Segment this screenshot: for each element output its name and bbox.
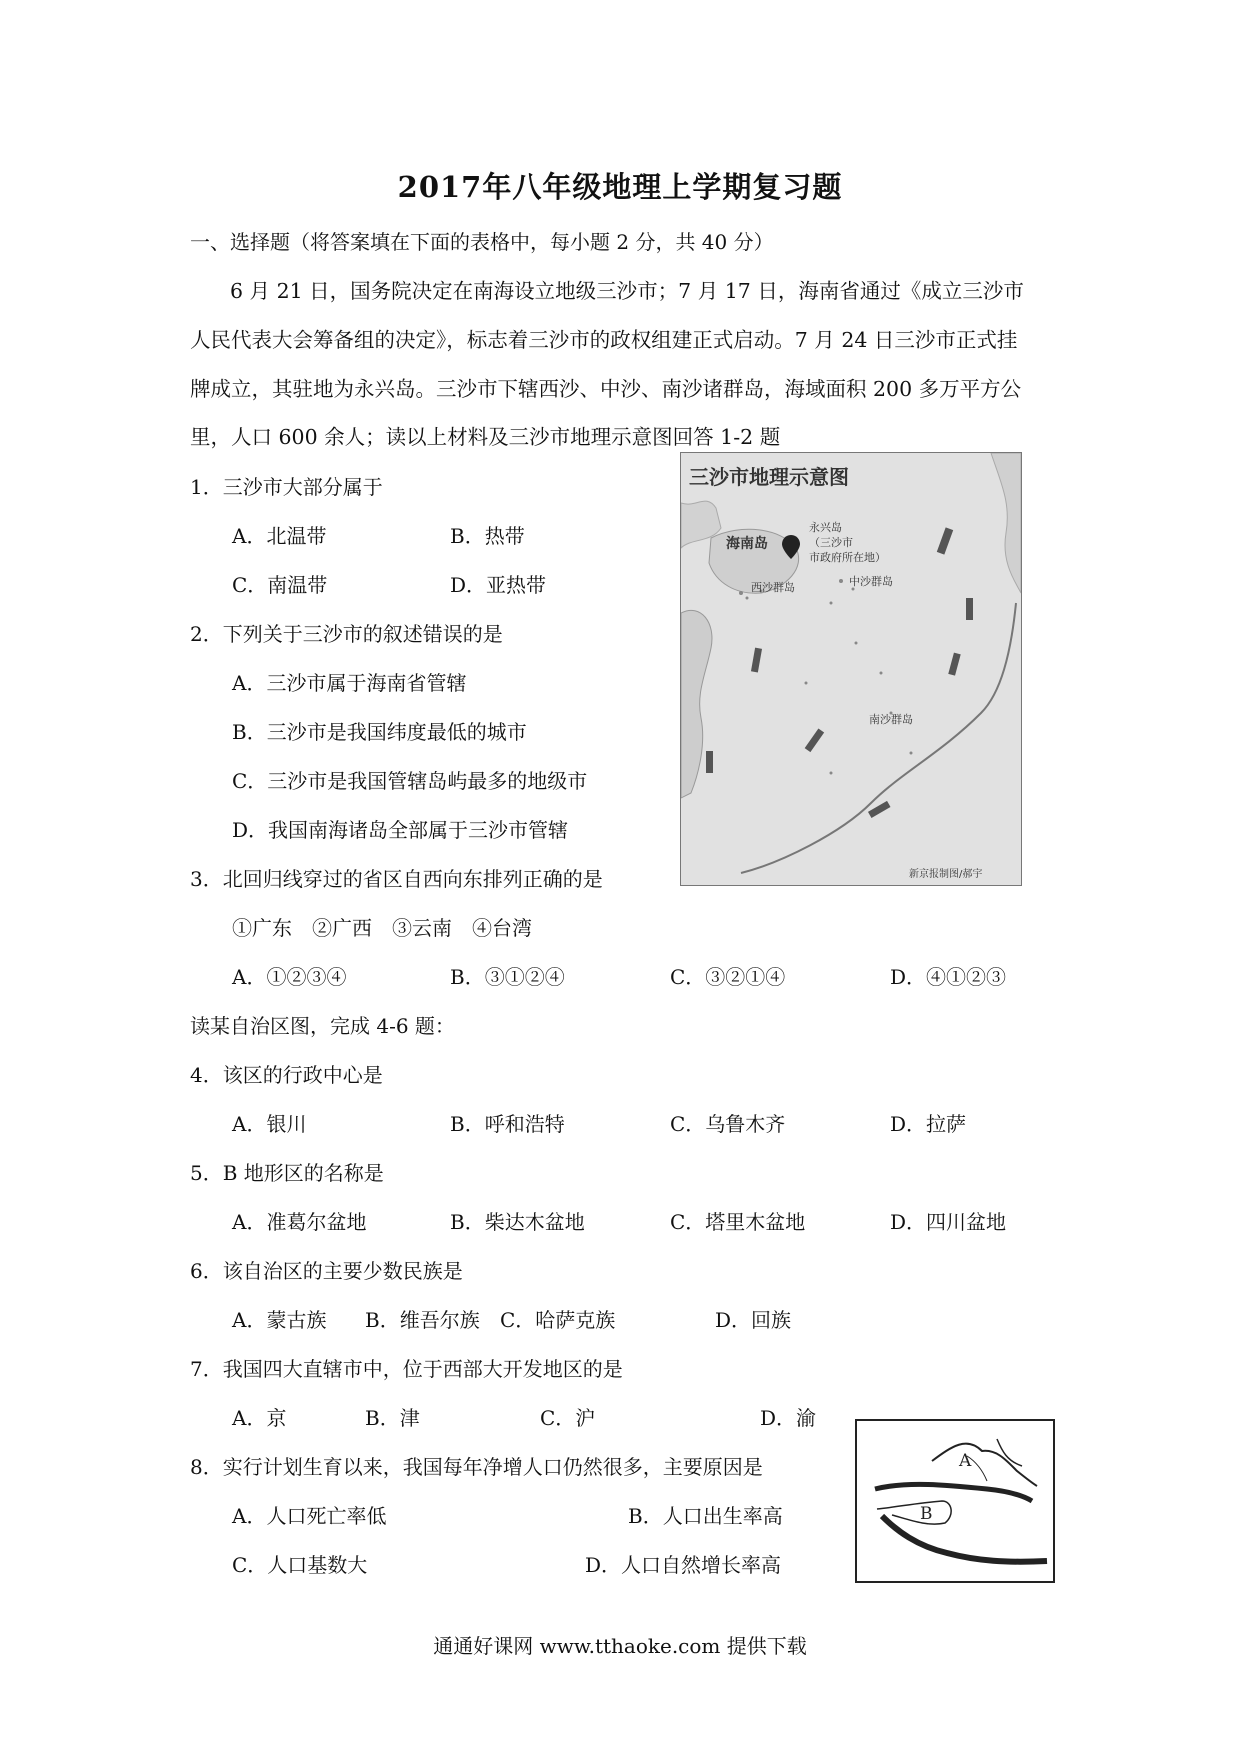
sansha-map-graphic [681, 453, 1021, 885]
map-label-xisha: 西沙群岛 [751, 581, 795, 594]
q1-option-d: D．亚热带 [450, 573, 547, 597]
q6-option-c: C．哈萨克族 [500, 1308, 616, 1332]
q6-option-a: A．蒙古族 [232, 1308, 327, 1332]
q7-option-b: B．津 [365, 1406, 420, 1430]
map-label-nansha: 南沙群岛 [869, 713, 913, 726]
q1-stem: 1．三沙市大部分属于 [190, 475, 383, 499]
map-label-yongxing-2: （三沙市 [809, 536, 853, 549]
page-footer: 通通好课网 www.tthaoke.com 提供下载 [433, 1634, 807, 1658]
q4-option-d: D．拉萨 [890, 1112, 967, 1136]
passage-line-1: 6 月 21 日，国务院决定在南海设立地级三沙市；7 月 17 日，海南省通过《成立三沙市 [230, 279, 1024, 303]
q6-stem: 6．该自治区的主要少数民族是 [190, 1259, 463, 1283]
q6-option-b: B．维吾尔族 [365, 1308, 480, 1332]
q2-option-a: A．三沙市属于海南省管辖 [232, 671, 467, 695]
sansha-map [680, 452, 1022, 886]
q4-6-intro: 读某自治区图，完成 4-6 题： [190, 1014, 455, 1038]
q8-option-a: A．人口死亡率低 [232, 1504, 387, 1528]
section-heading: 一、选择题（将答案填在下面的表格中，每小题 2 分，共 40 分） [190, 230, 774, 254]
q4-stem: 4．该区的行政中心是 [190, 1063, 383, 1087]
page-title: 2017年八年级地理上学期复习题 [397, 170, 843, 204]
region-map-graphic [857, 1421, 1053, 1581]
q8-option-d: D．人口自然增长率高 [585, 1553, 782, 1577]
q1-option-b: B．热带 [450, 524, 525, 548]
map-credit: 新京报制图/郝宇 [909, 869, 983, 880]
q3-option-a: A．①②③④ [232, 965, 347, 989]
q7-stem: 7．我国四大直辖市中，位于西部大开发地区的是 [190, 1357, 623, 1381]
q5-option-c: C．塔里木盆地 [670, 1210, 806, 1234]
q4-option-c: C．乌鲁木齐 [670, 1112, 786, 1136]
q2-option-c: C．三沙市是我国管辖岛屿最多的地级市 [232, 769, 588, 793]
q2-stem: 2．下列关于三沙市的叙述错误的是 [190, 622, 503, 646]
region-map [855, 1419, 1055, 1583]
q3-stem: 3．北回归线穿过的省区自西向东排列正确的是 [190, 867, 603, 891]
map-label-zhongsha: 中沙群岛 [849, 575, 893, 588]
q5-option-d: D．四川盆地 [890, 1210, 1007, 1234]
q2-option-d: D．我国南海诸岛全部属于三沙市管辖 [232, 818, 569, 842]
map-label-a: A [959, 1451, 972, 1471]
map-title: 三沙市地理示意图 [689, 465, 849, 489]
q7-option-a: A．京 [232, 1406, 287, 1430]
q4-option-a: A．银川 [232, 1112, 307, 1136]
q2-option-b: B．三沙市是我国纬度最低的城市 [232, 720, 527, 744]
q7-option-d: D．渝 [760, 1406, 817, 1430]
q8-option-c: C．人口基数大 [232, 1553, 368, 1577]
q7-option-c: C．沪 [540, 1406, 596, 1430]
q5-stem: 5．B 地形区的名称是 [190, 1161, 384, 1185]
q8-option-b: B．人口出生率高 [628, 1504, 783, 1528]
map-label-yongxing: 永兴岛 [809, 521, 842, 534]
q1-option-c: C．南温带 [232, 573, 328, 597]
q3-option-d: D．④①②③ [890, 965, 1007, 989]
q8-stem: 8．实行计划生育以来，我国每年净增人口仍然很多，主要原因是 [190, 1455, 763, 1479]
passage-line-4: 里，人口 600 余人；读以上材料及三沙市地理示意图回答 1-2 题 [190, 425, 781, 449]
passage-line-3: 牌成立，其驻地为永兴岛。三沙市下辖西沙、中沙、南沙诸群岛，海域面积 200 多万平方公 [190, 377, 1022, 401]
map-label-hainan: 海南岛 [726, 536, 768, 552]
q3-items: ①广东 ②广西 ③云南 ④台湾 [232, 916, 532, 940]
q6-option-d: D．回族 [715, 1308, 792, 1332]
map-label-yongxing-3: 市政府所在地） [809, 551, 886, 564]
q4-option-b: B．呼和浩特 [450, 1112, 565, 1136]
q5-option-a: A．准葛尔盆地 [232, 1210, 367, 1234]
q3-option-c: C．③②①④ [670, 965, 786, 989]
q1-option-a: A．北温带 [232, 524, 327, 548]
map-label-b: B [920, 1504, 933, 1524]
q3-option-b: B．③①②④ [450, 965, 565, 989]
q5-option-b: B．柴达木盆地 [450, 1210, 585, 1234]
passage-line-2: 人民代表大会筹备组的决定》，标志着三沙市的政权组建正式启动。7 月 24 日三沙市正式挂 [190, 328, 1018, 352]
